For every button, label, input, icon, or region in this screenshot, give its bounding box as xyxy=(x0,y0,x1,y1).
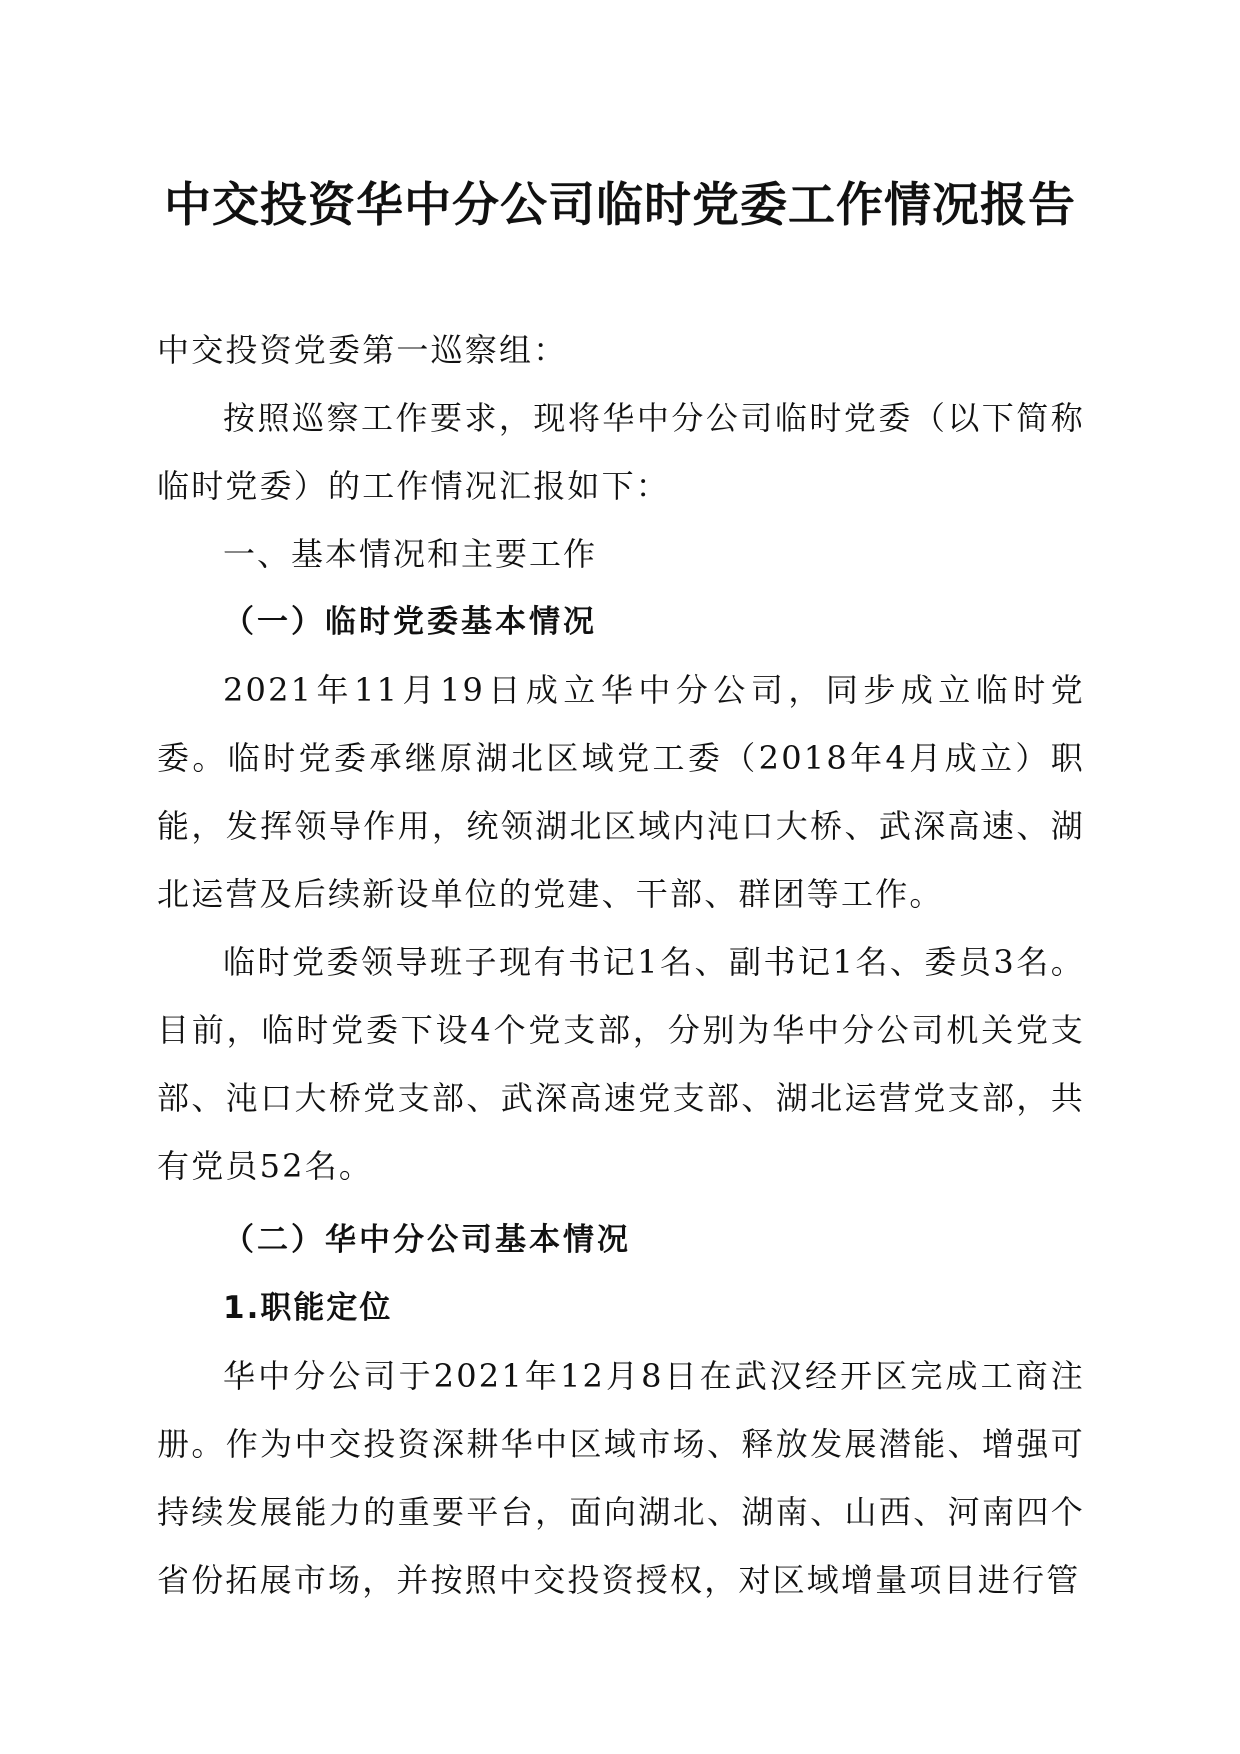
paragraph-party-committee-members: 临时党委领导班子现有书记1名、副书记1名、委员3名。目前，临时党委下设4个党支部，分别为华中分公司机关党支部、沌口大桥党支部、武深高速党支部、湖北运营党支部，共有党员52名。 xyxy=(157,943,1085,1185)
paragraph-function-positioning: 华中分公司于2021年12月8日在武汉经开区完成工商注册。作为中交投资深耕华中区域市场、释放发展潜能、增强可持续发展能力的重要平台，面向湖北、湖南、山西、河南四个省份拓展市场，并按照中交投资授权，对区域增量项目进行管 xyxy=(157,1357,1085,1599)
document-title: 中交投资华中分公司临时党委工作情况报告 xyxy=(164,178,1076,233)
subsection-heading-1: （一）临时党委基本情况 xyxy=(223,604,597,640)
section-heading-1: 一、基本情况和主要工作 xyxy=(223,535,598,573)
intro-paragraph: 按照巡察工作要求，现将华中分公司临时党委（以下简称临时党委）的工作情况汇报如下： xyxy=(157,399,1085,505)
item-heading-1: 1.职能定位 xyxy=(223,1290,393,1326)
paragraph-party-committee-founding: 2021年11月19日成立华中分公司，同步成立临时党委。临时党委承继原湖北区域党工委（2018年4月成立）职能，发挥领导作用，统领湖北区域内沌口大桥、武深高速、湖北运营及后续新设单位的党建、干部、群团等工作。 xyxy=(157,671,1085,913)
salutation: 中交投资党委第一巡察组： xyxy=(157,331,568,369)
document-body xyxy=(157,316,1085,1614)
subsection-heading-2: （二）华中分公司基本情况 xyxy=(223,1222,631,1258)
